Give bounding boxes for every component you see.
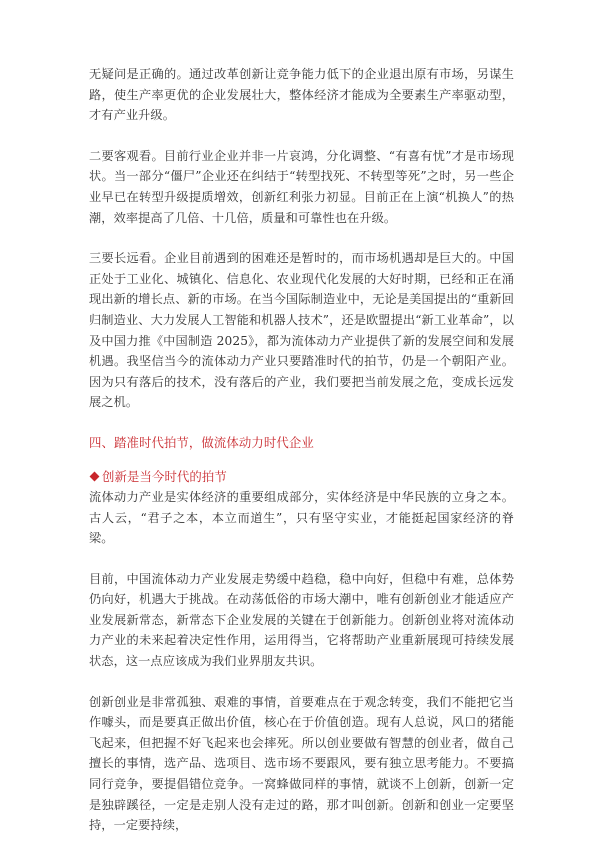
subsection-heading-text: 创新是当今时代的拍节 (102, 468, 227, 484)
spacer (89, 413, 514, 433)
paragraph-1: 无疑问是正确的。通过改革创新让竞争能力低下的企业退出原有市场，另谋生路，使生产率更优的企业发展壮大，整体经济才能成为全要素生产率驱动型，才有产业升级。 (89, 67, 514, 123)
paragraph-5: 目前，中国流体动力产业发展走势缓中趋稳，稳中向好，但稳中有难，总体势仍向好，机遇大于挑战。在动荡低俗的市场大潮中，唯有创新创业才能适应产业发展新常态，新常态下企业发展的关键在于创新能力。创新创业将对流体动力产业的未来起着决定性作用，运用得当，它将帮助产业重新展现可持续发展状态，这一点应该成为我们业界朋友共识。 (89, 571, 514, 669)
diamond-icon (90, 472, 100, 482)
subsection-heading (89, 467, 514, 487)
spacer (89, 126, 514, 146)
paragraph-6: 创新创业是非常孤独、艰难的事情，首要难点在于观念转变，我们不能把它当作噱头，而是要真正做出价值，核心在于价值创造。现有人总说，风口的猪能飞起来，但把握不好飞起来也会摔死。所以创业要做有智慧的创业者，做自己擅长的事情，选产品、选项目、选市场不要跟风，要有独立思考能力。不要搞同行竞争，要提倡错位竞争。一窝蜂做同样的事情，就谈不上创新，创新一定是独辟蹊径，一定是走别人没有走过的路，那才叫创新。创新和创业一定要坚持，一定要持续， (89, 694, 514, 833)
spacer (89, 228, 514, 248)
paragraph-3: 三要长远看。企业目前遇到的困难还是暂时的，而市场机遇却是巨大的。中国正处于工业化、城镇化、信息化、农业现代化发展的大好时期，已经和正在涌现出新的增长点、新的市场。在当今国际制造业中，无论是美国提出的“重新回归制造业、大力发展人工智能和机器人技术”，还是欧盟提出“新工业革命”，以及中国力推《中国制造 2025》，都为流体动力产业提供了新的发展空间和发展机遇。我坚信当今的流体动力产业只要踏准时代的拍节，仍是一个朝阳产业。因为只有落后的技术，没有落后的产业，我们要把当前发展之危，变成长远发展之机。 (89, 251, 514, 410)
paragraph-4: 流体动力产业是实体经济的重要组成部分，实体经济是中华民族的立身之本。古人云，“君子之本，本立而道生”，只有坚守实业，才能挺起国家经济的脊梁。 (89, 489, 514, 546)
spacer (89, 453, 514, 467)
spacer (89, 672, 514, 692)
document-page (89, 64, 514, 836)
spacer (89, 549, 514, 569)
paragraph-2: 二要客观看。目前行业企业并非一片哀鸿，分化调整、“有喜有忧”才是市场现状。当一部分“僵尸”企业还在纠结于“转型找死、不转型等死”之时，另一些企业早已在转型升级提质增效，创新红利张力初显。目前正在上演“机换人”的热潮，效率提高了几倍、十几倍，质量和可靠性也在升级。 (89, 148, 514, 225)
section-heading: 四、踏准时代拍节，做流体动力时代企业 (89, 434, 314, 450)
